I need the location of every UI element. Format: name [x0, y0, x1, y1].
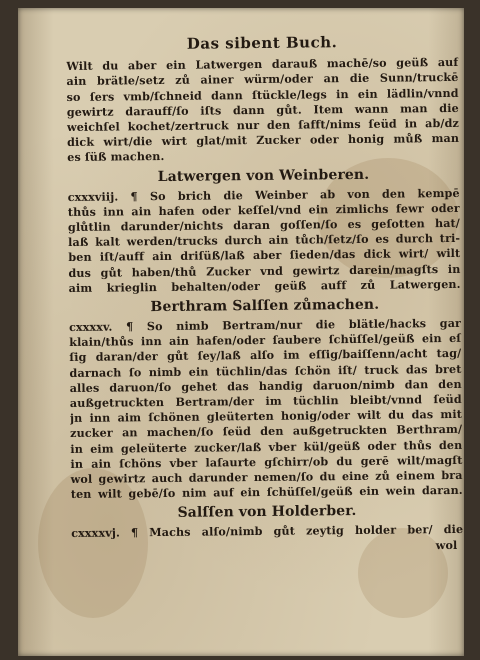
text-line: wol gewirtz auch darunder nemen/ſo du eine zů einem bra — [70, 467, 463, 487]
intro-paragraph — [66, 55, 459, 166]
recipe-paragraph — [68, 186, 461, 297]
text-line: aim krieglin behalten/oder geüß auff zů Latwergen. — [68, 276, 461, 295]
text-line: so ſers vmb/ſchneid dann ſtückle/legs in ein lädlin/vnnd — [66, 85, 459, 104]
text-line: klain/thůs inn ain hafen/oder ſaubere ſchüſſel/geüß ein eſ — [69, 331, 462, 350]
text-line: cxxxxv. ¶ So nimb Bertram/nur die blätle/hacks gar — [68, 315, 462, 335]
text-line: ſig daran/der gůt ſey/laß alſo im eſſig/baiſſenn/acht tag/ — [69, 346, 462, 365]
text-line: jn inn aim ſchönen gleüterten honig/oder wilt du das mit — [69, 407, 463, 426]
section-heading: Salſſen von Holderber. — [177, 503, 357, 522]
text-line: glůtlin darunder/nichts daran goſſen/ſo es geſotten hat/ — [67, 215, 461, 235]
section-heading: Latwergen von Weinberen. — [157, 166, 370, 185]
text-line: dick wirt/die wirt glat/mit Zucker oder honig můß man — [67, 131, 460, 150]
text-line: thůs inn ain hafen oder keſſel/vnd ein zimlichs fewr oder — [67, 200, 460, 219]
text-line: außgetruckten Bertram/der im tüchlin bleibt/vnnd ſeüd — [69, 391, 462, 411]
running-head: Das sibent Buch. — [186, 33, 338, 53]
text-line: darnach ſo nimb ein tüchlin/das ſchön iſt/ truck das bret — [69, 361, 462, 380]
text-line: in ain ſchöns vber laſaurte gſchirr/ob du gerē wilt/magſt — [70, 452, 463, 471]
text-line: ten wilt gebē/ſo nim auf ein ſchüſſel/geüß ein wein daran. — [70, 483, 463, 502]
text-line: weichſel kochet/zertruck nur den ſafft/nims ſeüd in ab/dz — [66, 115, 459, 135]
catchword: wol — [435, 537, 458, 552]
text-line: dus gůt haben/thů Zucker vnd gewirtz darein/magſts in — [68, 261, 461, 280]
page-text-block — [66, 34, 463, 557]
text-line: cxxxxvj. ¶ Machs alſo/nimb gůt zeytig holder ber/ die — [71, 522, 464, 541]
text-line: cxxxviij. ¶ So brich die Weinber ab von den kempē — [67, 185, 460, 204]
text-line: Wilt du aber ein Latwergen darauß machē/so geüß auf — [66, 55, 459, 74]
text-line: es ſüß machen. — [67, 149, 165, 165]
text-line: alles daruon/ſo gehet das handig daruon/nimb dan den — [69, 376, 462, 395]
text-line: laß kalt werden/trucks durch ain tůch/ſetz/ſo es durch tri- — [68, 231, 461, 250]
text-line: zucker an machen/ſo ſeüd den außgetruckten Berthram/ — [70, 422, 463, 441]
section-heading: Berthram Salſſen zůmachen. — [150, 296, 380, 316]
text-line: ain brätle/setz zů ainer würm/oder an die Sunn/truckē — [66, 70, 459, 89]
recipe-paragraph — [69, 316, 463, 503]
text-line: ben iſt/auff ain driſüß/laß aber ſieden/das dick wirt/ wilt — [68, 246, 461, 265]
text-line: in eim geleüterte zucker/laß vber kül/geüß oder thůs den — [70, 437, 463, 456]
text-line: gewirtz darauff/ſo iſts dann gůt. Item wann man die — [66, 100, 459, 119]
